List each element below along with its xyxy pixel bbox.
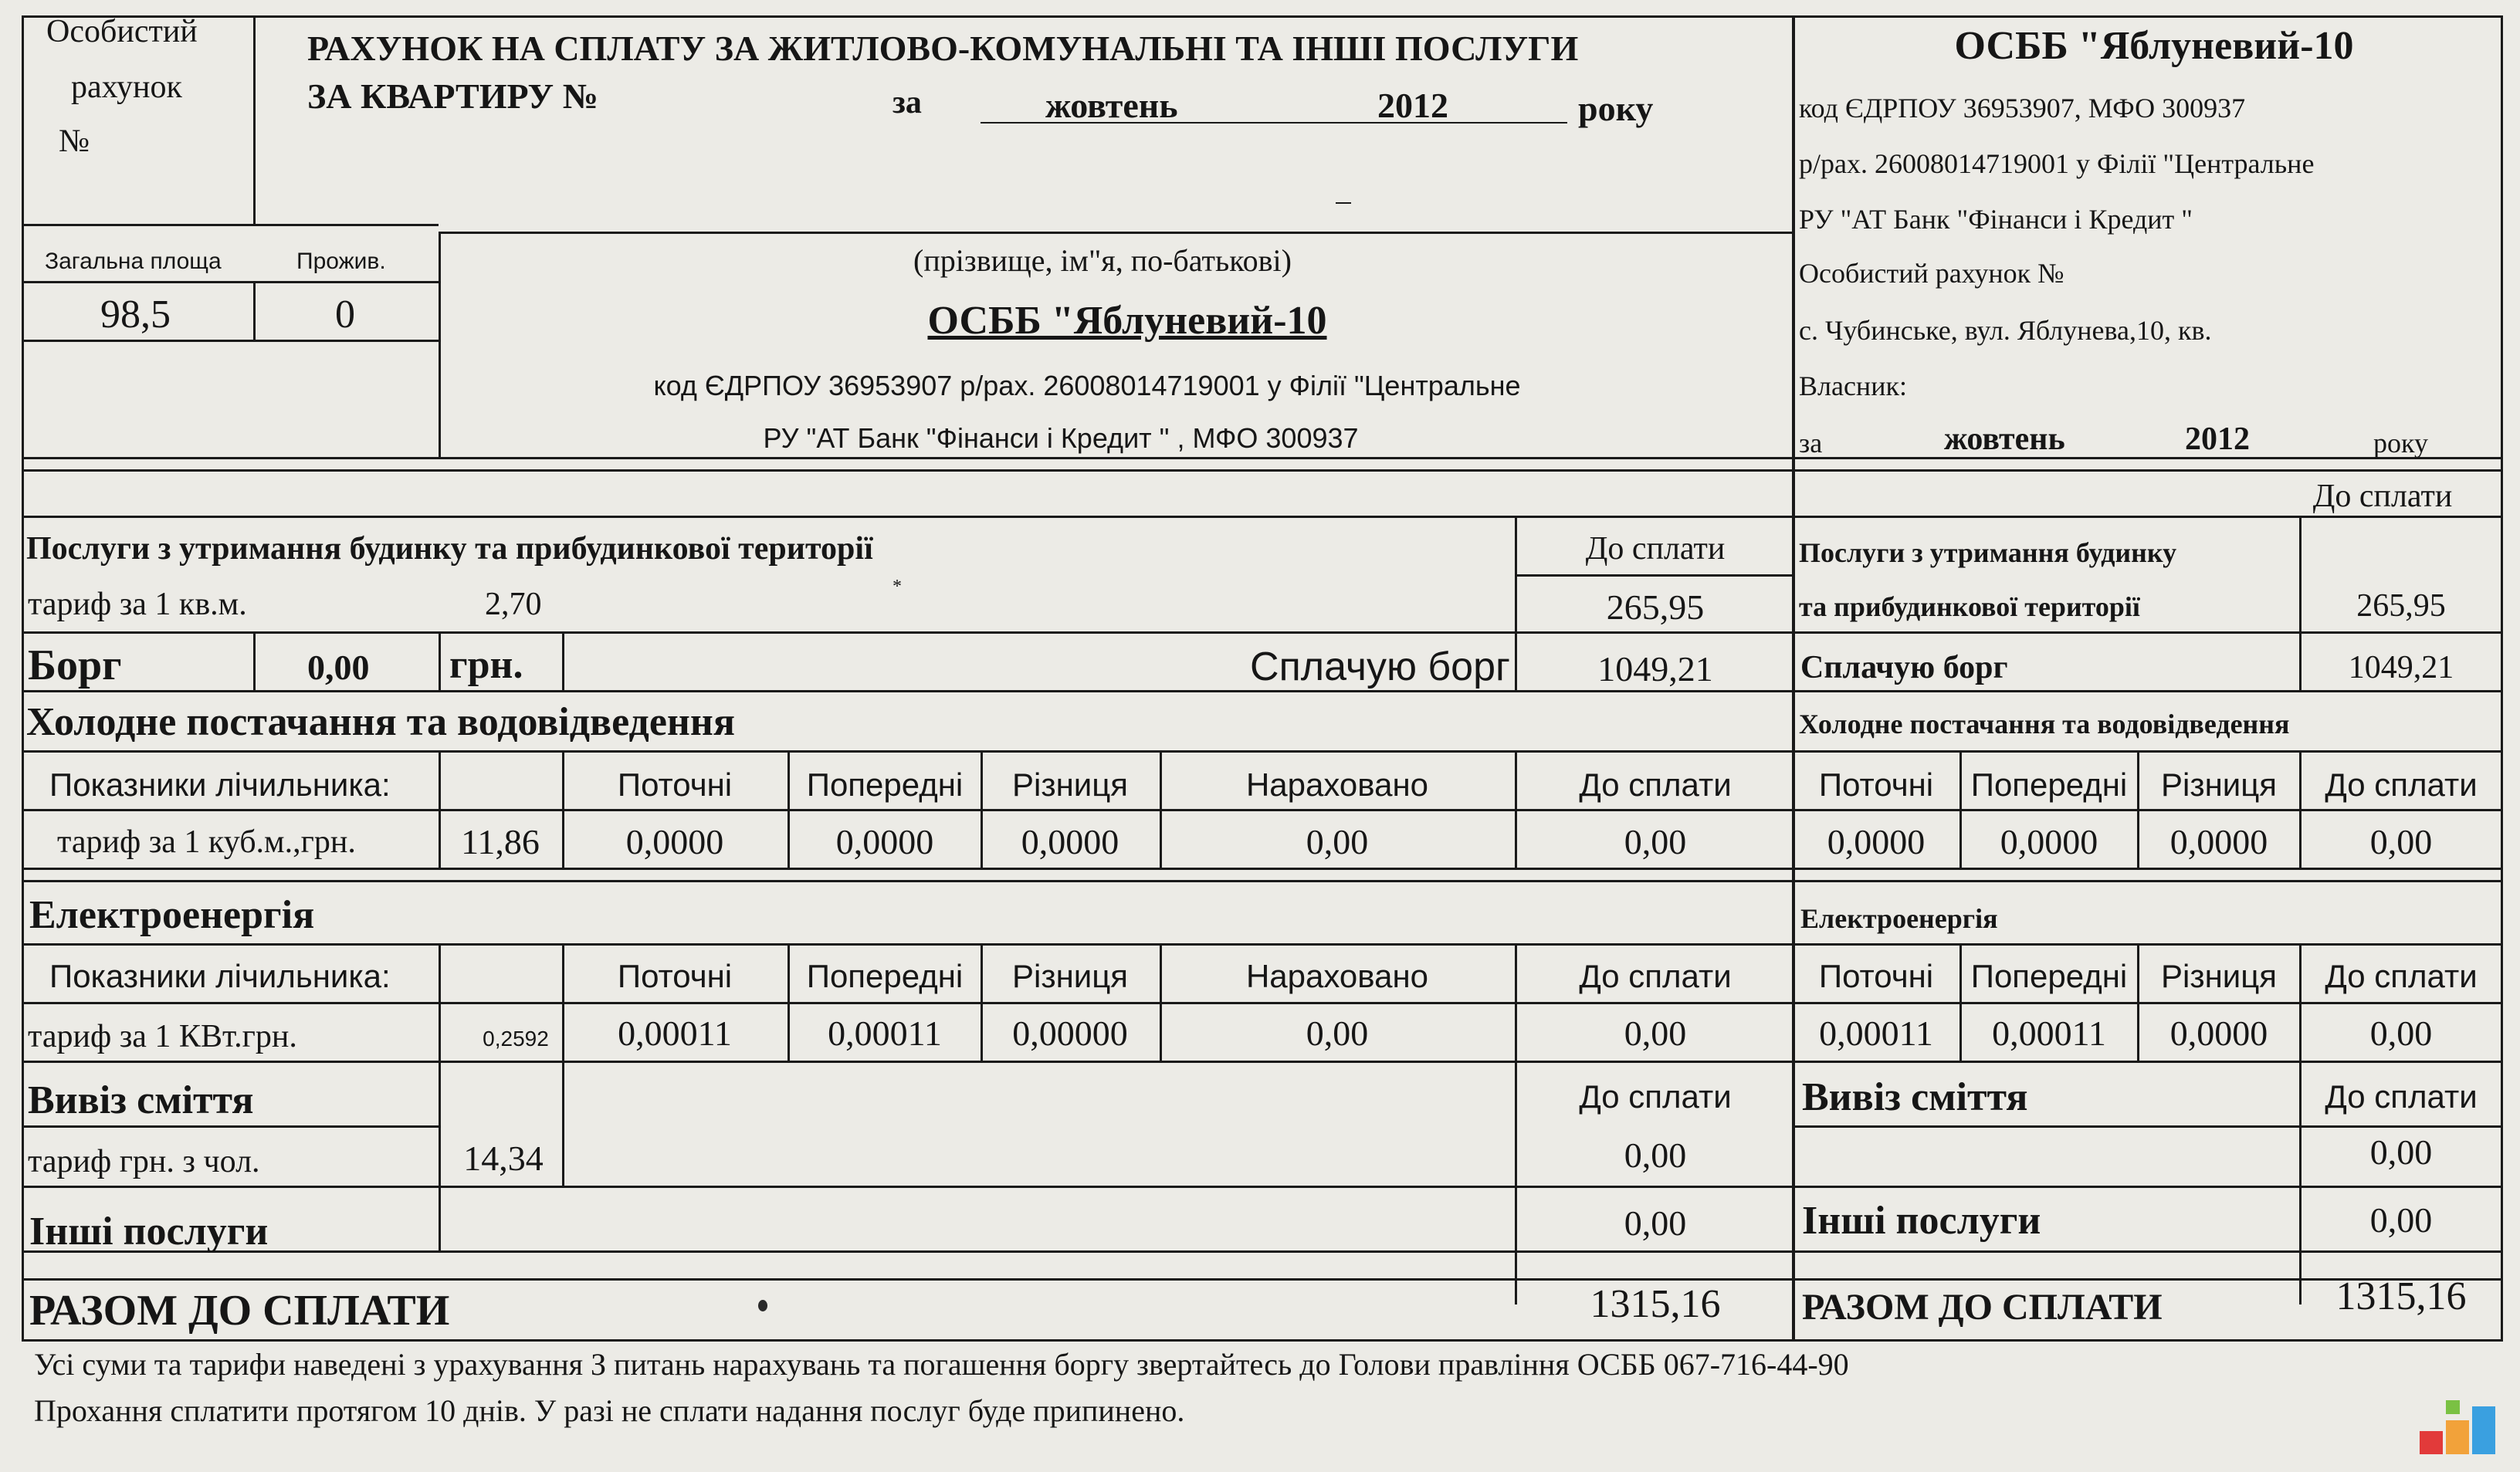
bill-month: жовтень bbox=[1045, 86, 1178, 125]
pay-debt-value: 1049,21 bbox=[1597, 649, 1713, 689]
right-due-header: До сплати bbox=[2312, 479, 2453, 514]
elec-diff: 0,00000 bbox=[1012, 1013, 1128, 1053]
right-total-label: РАЗОМ ДО СПЛАТИ bbox=[1802, 1287, 2163, 1328]
elec-due: 0,00 bbox=[1624, 1013, 1687, 1053]
elec-tariff-label: тариф за 1 КВт.грн. bbox=[28, 1019, 297, 1054]
account-label-2: рахунок bbox=[71, 69, 182, 105]
elec-col-due: До сплати bbox=[1579, 958, 1732, 994]
right-elec-current: 0,00011 bbox=[1819, 1013, 1933, 1053]
footer-line2: Прохання сплатити протягом 10 днів. У разі не сплати надання послуг буде припинено. bbox=[34, 1393, 1185, 1428]
right-elec-title: Електроенергія bbox=[1800, 903, 1998, 934]
garbage-tariff-value: 14,34 bbox=[463, 1139, 544, 1178]
maintenance-tariff-value: 2,70 bbox=[485, 587, 542, 622]
garbage-title: Вивіз сміття bbox=[28, 1078, 254, 1122]
debt-unit: грн. bbox=[449, 643, 523, 687]
other-services-due: 0,00 bbox=[1624, 1203, 1687, 1243]
debt-label: Борг bbox=[28, 641, 122, 689]
water-col-diff: Різниця bbox=[1011, 766, 1129, 803]
right-elec-diff: 0,0000 bbox=[2169, 1013, 2268, 1053]
water-col-due: До сплати bbox=[1579, 766, 1732, 803]
org-name: ОСББ "Яблуневий-10 bbox=[927, 299, 1327, 343]
bill-year: 2012 bbox=[1377, 86, 1448, 125]
maintenance-tariff-label: тариф за 1 кв.м. bbox=[28, 587, 247, 622]
right-code-line: код ЄДРПОУ 36953907, МФО 300937 bbox=[1799, 93, 2246, 124]
right-maintenance-value: 265,95 bbox=[2356, 588, 2446, 624]
elec-col-diff: Різниця bbox=[1011, 958, 1129, 994]
right-water-previous: 0,0000 bbox=[2000, 822, 2098, 861]
right-maintenance-line2: та прибудинкової території bbox=[1799, 591, 2140, 622]
right-owner: Власник: bbox=[1799, 371, 1907, 401]
right-elec-col-diff: Різниця bbox=[2160, 958, 2278, 994]
elec-col-previous: Попередні bbox=[806, 958, 964, 994]
right-other-due: 0,00 bbox=[2369, 1200, 2433, 1240]
right-water-due: 0,00 bbox=[2369, 822, 2433, 861]
bill-title-line1: РАХУНОК НА СПЛАТУ ЗА ЖИТЛОВО-КОМУНАЛЬНІ ТА ІНШІ ПОСЛУГИ bbox=[307, 29, 1579, 68]
water-col-current: Поточні bbox=[617, 766, 733, 803]
footer-line1: Усі суми та тарифи наведені з урахування З питань нарахувань та погашення боргу звертайтесь до Голови правління ОСББ 067-716-44-90 bbox=[34, 1347, 1849, 1382]
right-for-word: за bbox=[1799, 428, 1823, 459]
garbage-due: 0,00 bbox=[1624, 1135, 1687, 1175]
right-water-col-previous: Попередні bbox=[1970, 766, 2128, 803]
residents-label: Прожив. bbox=[296, 249, 386, 274]
org-bank-line2: РУ "АТ Банк "Фінанси і Кредит " , МФО 300937 bbox=[763, 422, 1359, 454]
org-bank-line1: код ЄДРПОУ 36953907 р/рах. 26008014719001 у Філії "Центральне bbox=[653, 370, 1521, 401]
ink-blot bbox=[758, 1300, 767, 1311]
total-value: 1315,16 bbox=[1590, 1282, 1721, 1326]
area-value: 98,5 bbox=[100, 293, 171, 337]
right-bank-line: РУ "АТ Банк "Фінанси і Кредит " bbox=[1799, 204, 2193, 235]
right-water-current: 0,0000 bbox=[1827, 822, 1926, 861]
right-elec-col-current: Поточні bbox=[1818, 958, 1934, 994]
for-word: за bbox=[892, 85, 922, 120]
other-services-title: Інші послуги bbox=[29, 1210, 269, 1254]
right-month: жовтень bbox=[1944, 421, 2065, 457]
name-hint: (прізвище, ім"я, по-батькові) bbox=[913, 243, 1292, 278]
right-personal-account: Особистий рахунок № bbox=[1799, 258, 2064, 289]
scan-mark: * bbox=[892, 577, 902, 597]
right-garbage-due-label: До сплати bbox=[2325, 1078, 2478, 1115]
water-tariff-label: тариф за 1 куб.м.,грн. bbox=[57, 824, 356, 860]
left-panel-frame bbox=[22, 15, 1794, 1342]
right-elec-col-due: До сплати bbox=[2325, 958, 2478, 994]
right-garbage-title: Вивіз сміття bbox=[1802, 1075, 2028, 1119]
bill-title-line2: ЗА КВАРТИРУ № bbox=[307, 76, 598, 116]
garbage-tariff-label: тариф грн. з чол. bbox=[28, 1144, 260, 1179]
right-elec-previous: 0,00011 bbox=[1992, 1013, 2106, 1053]
right-year-word: року bbox=[2373, 428, 2428, 459]
water-tariff-value: 11,86 bbox=[461, 822, 540, 861]
right-maintenance-line1: Послуги з утримання будинку bbox=[1799, 537, 2177, 568]
watermark-logo bbox=[2415, 1397, 2501, 1462]
account-label-1: Особистий bbox=[46, 14, 198, 49]
elec-tariff-value: 0,2592 bbox=[483, 1027, 549, 1051]
right-total-value: 1315,16 bbox=[2335, 1274, 2467, 1318]
right-account-line: р/рах. 26008014719001 у Філії "Центральне bbox=[1799, 148, 2315, 179]
water-charged: 0,00 bbox=[1306, 822, 1369, 861]
water-col-charged: Нараховано bbox=[1245, 766, 1429, 803]
elec-previous: 0,00011 bbox=[828, 1013, 942, 1053]
right-water-title: Холодне постачання та водовідведення bbox=[1799, 709, 2290, 739]
elec-charged: 0,00 bbox=[1306, 1013, 1369, 1053]
maintenance-due-label: До сплати bbox=[1585, 531, 1726, 567]
maintenance-title: Послуги з утримання будинку та прибудинкової території bbox=[26, 531, 873, 567]
maintenance-due-value: 265,95 bbox=[1606, 587, 1705, 627]
right-water-col-diff: Різниця bbox=[2160, 766, 2278, 803]
area-label: Загальна площа bbox=[45, 249, 222, 274]
water-previous: 0,0000 bbox=[835, 822, 934, 861]
water-meter-label: Показники лічильника: bbox=[49, 766, 391, 803]
account-label-3: № bbox=[59, 124, 90, 159]
elec-meter-label: Показники лічильника: bbox=[49, 958, 391, 994]
elec-current: 0,00011 bbox=[618, 1013, 732, 1053]
water-diff: 0,0000 bbox=[1021, 822, 1119, 861]
year-word: року bbox=[1578, 89, 1654, 128]
right-elec-col-previous: Попередні bbox=[1970, 958, 2128, 994]
right-other-title: Інші послуги bbox=[1802, 1199, 2041, 1243]
right-address: с. Чубинське, вул. Яблунева,10, кв. bbox=[1799, 315, 2212, 346]
elec-col-charged: Нараховано bbox=[1245, 958, 1429, 994]
water-title: Холодне постачання та водовідведення bbox=[26, 700, 735, 744]
water-due: 0,00 bbox=[1624, 822, 1687, 861]
right-water-diff: 0,0000 bbox=[2169, 822, 2268, 861]
elec-col-current: Поточні bbox=[617, 958, 733, 994]
electricity-title: Електроенергія bbox=[29, 893, 315, 937]
right-water-col-current: Поточні bbox=[1818, 766, 1934, 803]
garbage-due-label: До сплати bbox=[1579, 1078, 1732, 1115]
debt-value: 0,00 bbox=[307, 648, 370, 687]
pay-debt-label: Сплачую борг bbox=[1250, 645, 1510, 689]
right-year: 2012 bbox=[2185, 421, 2250, 457]
total-label: РАЗОМ ДО СПЛАТИ bbox=[29, 1287, 450, 1335]
right-water-col-due: До сплати bbox=[2325, 766, 2478, 803]
water-col-previous: Попередні bbox=[806, 766, 964, 803]
residents-value: 0 bbox=[335, 293, 355, 337]
right-org-name: ОСББ "Яблуневий-10 bbox=[1954, 24, 2354, 68]
right-debt-value: 1049,21 bbox=[2348, 650, 2454, 685]
right-debt-label: Сплачую борг bbox=[1800, 650, 2008, 685]
right-garbage-due: 0,00 bbox=[2369, 1132, 2433, 1172]
water-current: 0,0000 bbox=[625, 822, 724, 861]
right-elec-due: 0,00 bbox=[2369, 1013, 2433, 1053]
